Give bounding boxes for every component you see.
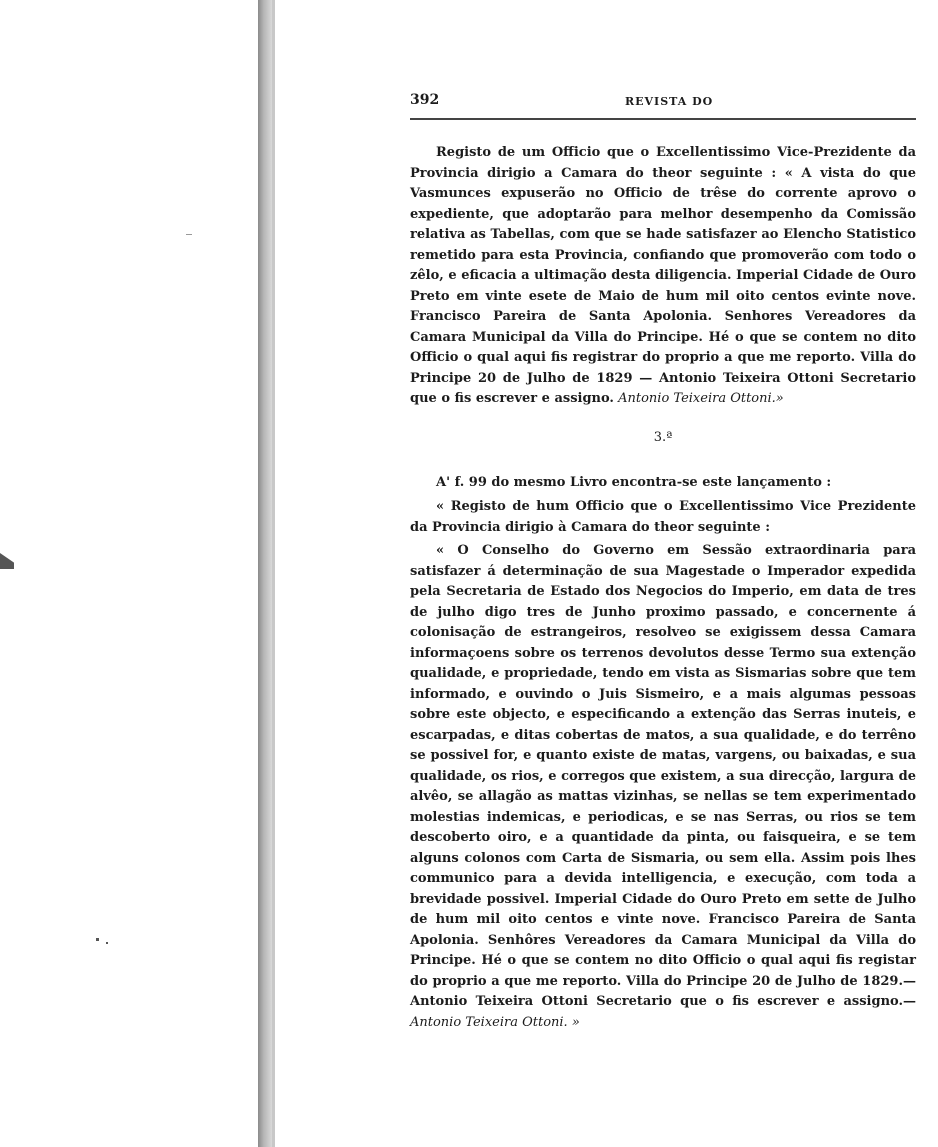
section-number: 3.ª: [653, 430, 673, 445]
paragraph-oficio: [410, 541, 916, 1033]
paragraph-text: « Registo de hum Officio que o Excellentissimo Vice Prezidente da Provincia dirigio à Camara do theor seguinte :: [410, 499, 916, 535]
page-header: [410, 92, 916, 114]
scan-speck: [106, 942, 108, 944]
paragraph-text: « O Conselho do Governo em Sessão extraordinaria para satisfazer á determinação de sua Magestade o Imperador expedida pela Secretaria de Estado dos Negocios do Imperio, em data de tres de julho digo tres de Junho proximo passado, e concernente á colonisação de estrangeiros, resolveo se exigissem dessa Camara informaçoens sobre os terrenos devolutos desse Termo sua extenção qualidade, e propriedade, tendo em vista as Sismarias sobre que tem informado, e ouvindo o Juis Sismeiro, e a mais algumas pessoas sobre este objecto, e especificando a extenção das Serras inuteis, e escarpadas, e ditas cobertas de matos, a sua qualidade, e do terrêno se possivel for, e quanto existe de matas, vargens, ou baixadas, e sua qualidade, os rios, e corregos que existem, a sua direcção, largura de alvêo, se allagão as mattas vizinhas, se nellas se tem experimentado molestias indemicas, e periodicas, e se nas Serras, ou rios se tem descoberto oiro, e a quantidade da pinta, ou faisqueira, e se tem alguns colonos com Carta de Sismaria, ou sem ella. Assim pois lhes communico para a devida intelligencia, e execução, com toda a brevidade possivel. Imperial Cidade do Ouro Preto em sette de Julho de hum mil oito centos e vinte nove. Francisco Pareira de Santa Apolonia. Senhôres Vereadores da Camara Municipal da Villa do Principe. Hé o que se contem no dito Officio o qual aqui fis registar do proprio a que me reporto. Villa do Principe 20 de Julho de 1829.— Antonio Teixeira Ottoni Secretario que o fis escrever e assigno.—: [410, 543, 916, 1009]
page-number: 392: [410, 92, 440, 108]
running-head: REVISTA DO: [625, 95, 714, 108]
paragraph-text: Registo de um Officio que o Excellentissimo Vice-Prezidente da Provincia dirigio a Camara do theor seguinte : « A vista do que Vasmunces expuserão no Officio de trêse do corrente aprovo o expediente, que adoptarão para melhor desempenho da Comissão relativa as Tabellas, com que se hade satisfazer ao Elencho Statistico remetido para esta Provincia, confiando que promoverão com todo o zêlo, e eficacia a ultimação desta diligencia. Imperial Cidade de Ouro Preto em vinte esete de Maio de hum mil oito centos evinte nove. Francisco Pareira de Santa Apolonia. Senhores Vereadores da Camara Municipal da Villa do Principe. Hé o que se contem no dito Officio o qual aqui fis registrar do proprio a que me reporto. Villa do Principe 20 de Julho de 1829 — Antonio Teixeira Ottoni Secretario que o fis escrever e assigno.: [410, 145, 916, 406]
scan-speck: [186, 234, 192, 235]
signature: Antonio Teixeira Ottoni.»: [618, 391, 784, 406]
paragraph-intro: [410, 473, 916, 494]
signature: Antonio Teixeira Ottoni. »: [410, 1014, 580, 1030]
header-rule: [410, 118, 916, 120]
scan-speck: [96, 938, 99, 941]
book-gutter-shadow: [258, 0, 272, 1147]
paragraph-registo-1: [410, 143, 916, 410]
book-gutter-edge: [272, 0, 275, 1147]
paragraph-text: A' f. 99 do mesmo Livro encontra-se este lançamento :: [436, 475, 832, 490]
scan-speck: [0, 553, 14, 569]
paragraph-registo-2: [410, 497, 916, 538]
